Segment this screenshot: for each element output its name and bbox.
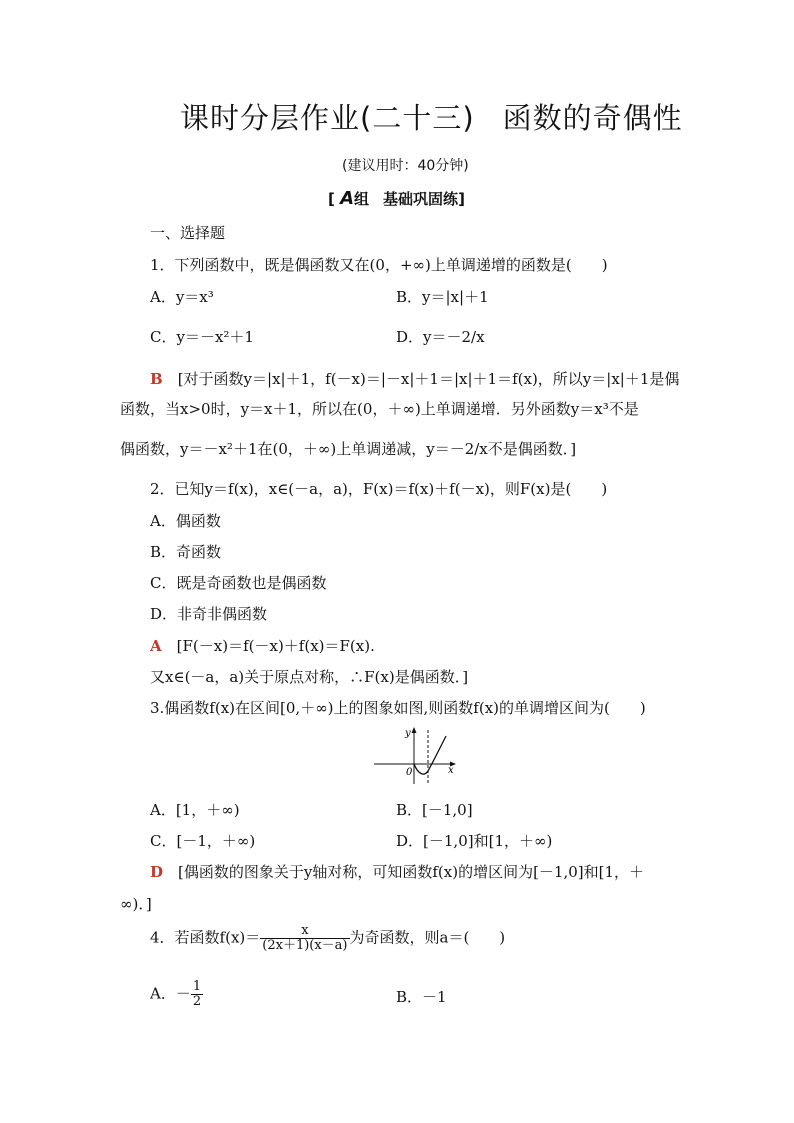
graph-y-label: y bbox=[405, 728, 411, 739]
q3-stem: 3.偶函数f(x)在区间[0,＋∞)上的图象如图,则函数f(x)的单调增区间为( ) bbox=[150, 699, 646, 717]
time-note: (建议用时：40分钟) bbox=[342, 158, 469, 174]
q3-answer: D bbox=[150, 863, 164, 881]
q1-stem: 1．下列函数中，既是偶函数又在(0，+∞)上单调递增的函数是( ) bbox=[150, 256, 608, 274]
graph-origin-label: 0 bbox=[406, 767, 413, 778]
q1-option-c: C．y＝－x²＋1 bbox=[150, 328, 254, 346]
q1-option-a: A．y＝x³ bbox=[150, 288, 214, 306]
q2-stem: 2．已知y＝f(x)，x∈(－a，a)，F(x)＝f(x)＋f(－x)，则F(x)是( ) bbox=[150, 480, 608, 498]
q2-answer: A bbox=[150, 637, 162, 655]
q1-answer: B bbox=[150, 370, 163, 388]
q3-explanation-2: ∞)．] bbox=[120, 895, 152, 913]
q2-option-b: B．奇函数 bbox=[150, 543, 222, 561]
section-heading: 一、选择题 bbox=[150, 224, 226, 242]
q3-option-b: B．[－1,0] bbox=[396, 801, 473, 819]
q4-option-b: B．－1 bbox=[396, 988, 447, 1006]
q1-explanation-3: 偶函数，y＝－x²＋1在(0，＋∞)上单调递减，y＝－2/x不是偶函数．] bbox=[120, 440, 577, 458]
q2-explanation-1: A [F(－x)＝f(－x)＋f(x)＝F(x). bbox=[150, 637, 375, 655]
q1-explanation-1: B [对于函数y＝|x|＋1，f(－x)＝|－x|＋1＝|x|＋1＝f(x)，所以y＝|x|＋1是偶 bbox=[150, 370, 680, 388]
graph-x-label: x bbox=[448, 765, 454, 776]
q4-stem: 4．若函数f(x)＝ $\frac{x}{(2x+1)(x-a)}$ 为奇函数，则a＝( ) bbox=[150, 923, 506, 953]
q1-option-b: B．y＝|x|＋1 bbox=[396, 288, 489, 306]
q3-option-a: A．[1，＋∞) bbox=[150, 801, 240, 819]
q4-option-a: A．－ $\frac{1}{2}$ bbox=[150, 979, 202, 1009]
q3-option-d: D．[－1,0]和[1，＋∞) bbox=[396, 832, 553, 850]
q1-explanation-2: 函数，当x>0时，y＝x＋1，所以在(0，＋∞)上单调递增．另外函数y＝x³不是 bbox=[120, 400, 639, 418]
q3-explanation-1: D [偶函数的图象关于y轴对称，可知函数f(x)的增区间为[－1,0]和[1，＋ bbox=[150, 863, 645, 881]
q2-option-a: A．偶函数 bbox=[150, 512, 221, 530]
q3-option-c: C．[－1，＋∞) bbox=[150, 832, 256, 850]
q2-option-d: D．非奇非偶函数 bbox=[150, 605, 268, 623]
q4-fraction: $\frac{x}{(2x+1)(x-a)}$ bbox=[262, 923, 348, 953]
q2-explanation-2: 又x∈(－a，a)关于原点对称，∴F(x)是偶函数．] bbox=[150, 668, 469, 686]
q1-option-d: D．y＝－2/x bbox=[396, 328, 485, 346]
group-heading: [ A组 基础巩固练] bbox=[328, 188, 465, 209]
page-subtitle: 函数的奇偶性 bbox=[502, 101, 683, 135]
q4-option-a-fraction: $\frac{1}{2}$ bbox=[192, 979, 202, 1009]
q2-option-c: C．既是奇函数也是偶函数 bbox=[150, 574, 327, 592]
q3-function-graph bbox=[370, 724, 466, 786]
page-title: 课时分层作业(二十三) 函数的奇偶性 bbox=[180, 101, 683, 135]
